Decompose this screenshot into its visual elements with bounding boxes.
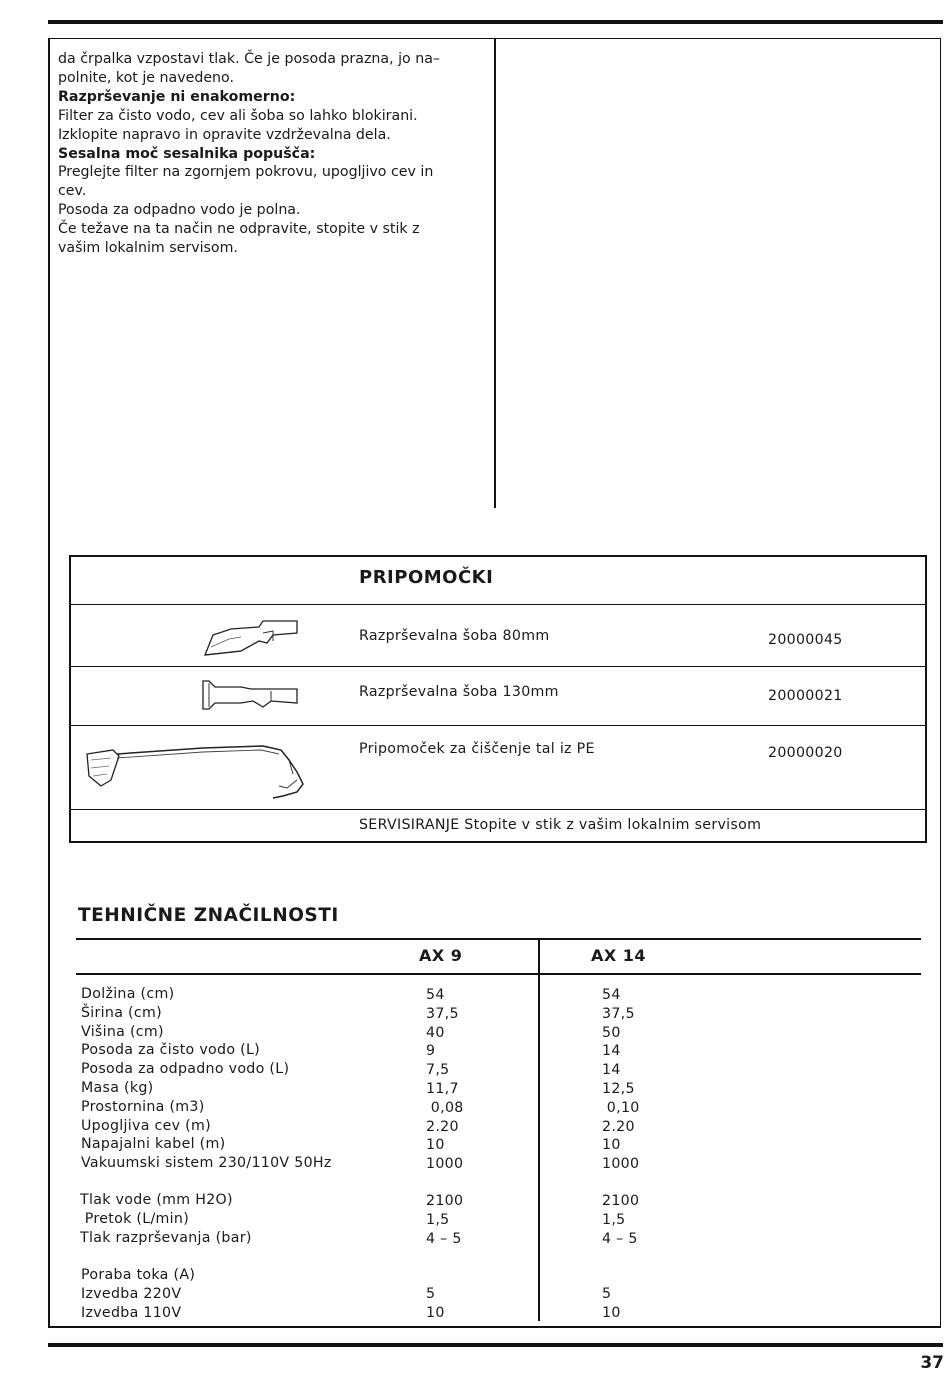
troubleshoot-line: Preglejte filter na zgornjem pokrovu, upogljivo cev in (58, 164, 434, 181)
tech-title: TEHNIČNE ZNAČILNOSTI (78, 905, 339, 926)
spec-values-ax9-2: 2100 1,5 4 – 5 (426, 1193, 464, 1247)
troubleshoot-line: cev. (58, 183, 87, 200)
troubleshoot-heading: Sesalna moč sesalnika popušča: (58, 145, 316, 162)
spec-values-ax14-3: 5 10 (602, 1285, 621, 1321)
accessories-title: PRIPOMOČKI (359, 567, 494, 588)
accessory-name: Razprševalna šoba 130mm (359, 684, 559, 700)
nozzle-130mm-icon (201, 677, 301, 713)
page-number: 37 (920, 1353, 944, 1373)
troubleshoot-line: polnite, kot je navedeno. (58, 69, 234, 86)
service-note: SERVISIRANJE Stopite v stik z vašim lokalnim servisom (359, 817, 762, 833)
accessory-name: Pripomoček za čiščenje tal iz PE (359, 741, 595, 757)
bottom-rule (48, 1343, 943, 1347)
accessory-row (71, 725, 925, 810)
accessory-code: 20000045 (768, 632, 843, 648)
accessory-name: Razprševalna šoba 80mm (359, 628, 550, 644)
spec-values-ax9-3: 5 10 (426, 1285, 445, 1321)
accessory-row (71, 604, 925, 667)
tech-rule-top (76, 938, 921, 940)
column-divider (494, 39, 496, 508)
model-header-ax14: AX 14 (591, 946, 647, 965)
troubleshoot-line: Izklopite napravo in opravite vzdrževalna dela. (58, 126, 391, 143)
accessories-table (69, 555, 927, 843)
service-row (71, 809, 925, 842)
floor-tool-icon (83, 740, 308, 802)
troubleshoot-line: Posoda za odpadno vodo je polna. (58, 202, 301, 219)
troubleshooting-text (58, 50, 478, 258)
spec-labels-2: Tlak vode (mm H2O) Pretok (L/min) Tlak razprševanja (bar) (80, 1192, 252, 1246)
troubleshoot-line: da črpalka vzpostavi tlak. Če je posoda prazna, jo na– (58, 51, 441, 67)
spec-values-ax14-1: 54 37,5 50 14 14 12,5 0,10 2.20 10 1000 (602, 987, 640, 1173)
troubleshoot-line: Če težave na ta način ne odpravite, stopite v stik z (58, 221, 420, 238)
accessory-code: 20000020 (768, 745, 843, 761)
spec-labels-1: Dolžina (cm) Širina (cm) Višina (cm) Posoda za čisto vodo (L) Posoda za odpadno vodo (L) Masa (kg) Prostornina (m3) Upogljiva cev (m) Napajalni kabel (m) Vakuumski sistem 230/110V 50Hz (81, 986, 332, 1172)
spec-values-ax14-2: 2100 1,5 4 – 5 (602, 1193, 640, 1247)
spec-labels-3: Poraba toka (A) Izvedba 220V Izvedba 110V (81, 1267, 196, 1321)
top-rule (48, 20, 943, 24)
accessory-row (71, 666, 925, 725)
tech-rule-header (76, 973, 921, 975)
spec-values-ax9-1: 54 37,5 40 9 7,5 11,7 0,08 2.20 10 1000 (426, 987, 464, 1173)
troubleshoot-heading: Razprševanje ni enakomerno: (58, 88, 296, 105)
troubleshoot-line: vašim lokalnim servisom. (58, 240, 238, 257)
accessory-code: 20000021 (768, 688, 843, 704)
troubleshoot-line: Filter za čisto vodo, cev ali šoba so lahko blokirani. (58, 107, 418, 124)
nozzle-80mm-icon (201, 617, 301, 659)
tech-column-divider (538, 939, 540, 1321)
model-header-ax9: AX 9 (419, 946, 463, 965)
